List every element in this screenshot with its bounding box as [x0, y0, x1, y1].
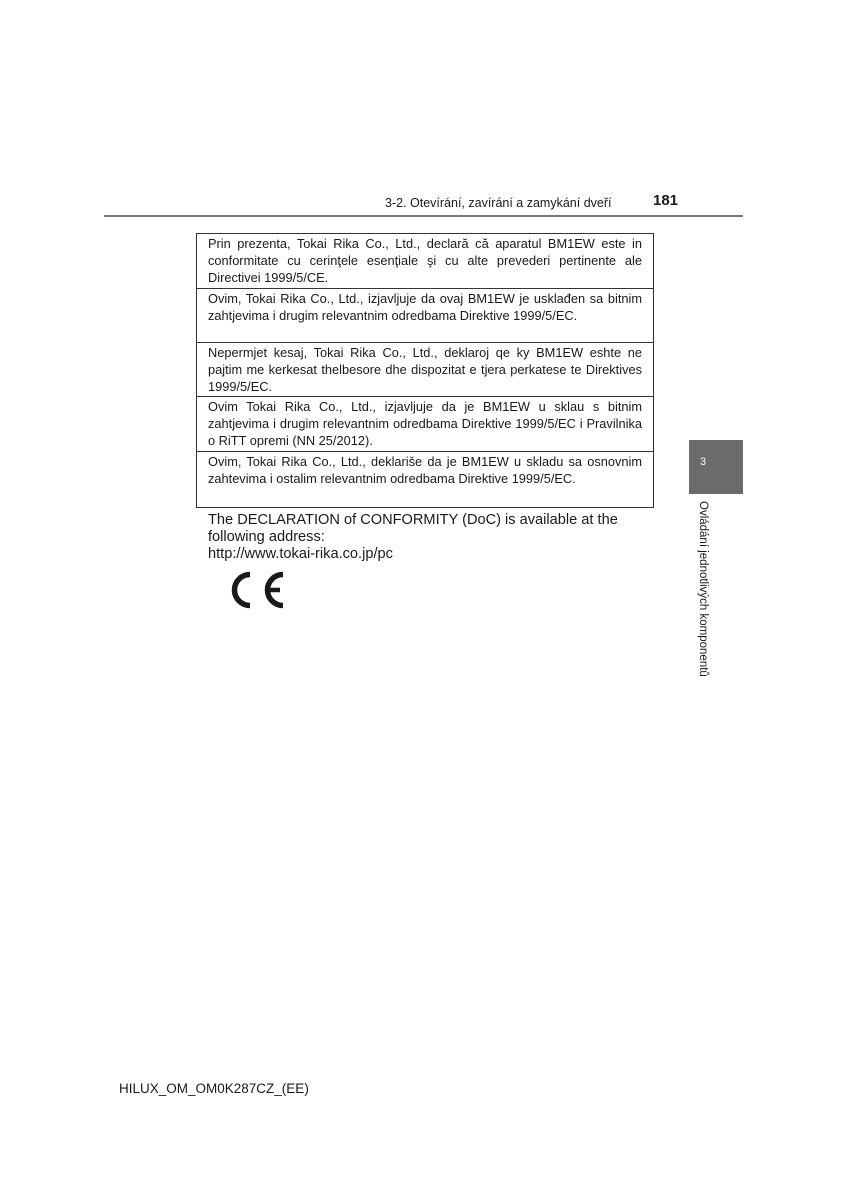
doc-note-url: http://www.tokai-rika.co.jp/pc — [208, 546, 393, 562]
ce-mark-icon — [224, 568, 286, 612]
doc-note-line-2: following address: — [208, 529, 325, 545]
declaration-row-croatian: Ovim Tokai Rika Co., Ltd., izjavljuje da je BM1EW u sklau s bitnim zahtjevima i drugim relevantnim odredbama Direktive 1999/5/EC i Pravilnika o RiTT opremi (NN 25/2012). — [197, 397, 653, 452]
chapter-tab-caption: Ovládání jednotlivých komponentů — [697, 501, 709, 677]
declarations-table — [196, 233, 654, 508]
doc-note-line-1: The DECLARATION of CONFORMITY (DoC) is available at the — [208, 512, 618, 528]
chapter-side-tab — [689, 440, 743, 494]
chapter-tab-number: 3 — [700, 456, 707, 468]
header-section-title: 3-2. Otevírání, zavírání a zamykání dveří — [385, 196, 612, 210]
declaration-row-romanian: Prin prezenta, Tokai Rika Co., Ltd., declară că aparatul BM1EW este in conformitate cu cerinţele esenţiale şi cu alte prevederi pertinente ale Directivei 1999/5/CE. — [197, 234, 653, 289]
doc-availability-note — [208, 512, 648, 563]
declaration-row-albanian: Nepermjet kesaj, Tokai Rika Co., Ltd., deklaroj qe ky BM1EW eshte ne pajtim me kerkesat thelbesore dhe dispozitat e tjera perkatese te Direktives 1999/5/EC. — [197, 343, 653, 397]
page-number: 181 — [653, 192, 679, 209]
declaration-row-bosnian: Ovim, Tokai Rika Co., Ltd., izjavljuje da ovaj BM1EW je usklađen sa bitnim zahtjevima i drugim relevantnim odredbama Direktive 1999/5/EC. — [197, 289, 653, 343]
declaration-row-serbian: Ovim, Tokai Rika Co., Ltd., deklariše da je BM1EW u skladu sa osnovnim zahtevima i ostalim relevantnim odredbama Direktive 1999/5/EC. — [208, 454, 642, 487]
footer-document-code: HILUX_OM_OM0K287CZ_(EE) — [119, 1081, 309, 1096]
header-rule — [104, 215, 743, 217]
